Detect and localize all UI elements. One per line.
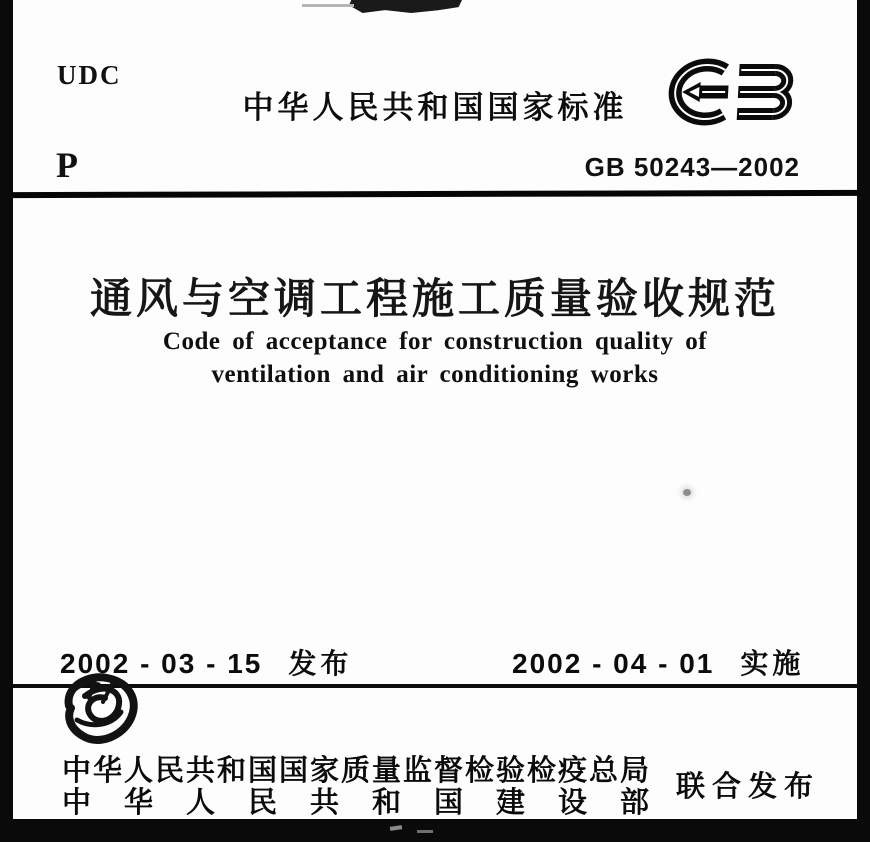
publisher-line1: 中华人民共和国国家质量监督检验检疫总局 xyxy=(62,755,652,787)
udc-label: UDC xyxy=(57,60,122,90)
title-english-line2: ventilation and air conditioning works xyxy=(211,361,659,388)
scan-border-bottom xyxy=(0,819,870,842)
header-divider-rule xyxy=(12,190,860,198)
publisher-line2: 中华人民共和国建设部 xyxy=(62,787,683,819)
gb-logo-icon xyxy=(650,57,802,127)
scan-speck xyxy=(417,830,433,833)
ink-stamp-icon xyxy=(55,668,147,750)
classification-code: P xyxy=(56,145,78,185)
issue-label: 发布 xyxy=(288,648,353,679)
national-standard-header: 中华人民共和国国家标准 xyxy=(242,90,628,125)
implementation-date-group xyxy=(512,642,804,682)
issue-date: 2002 - 03 - 15 xyxy=(60,648,263,679)
scan-smudge-top xyxy=(349,0,462,13)
title-english-line1: Code of acceptance for construction quality of xyxy=(162,328,708,355)
scan-streak-top xyxy=(302,4,354,7)
standard-number: GB 50243—2002 xyxy=(584,152,800,182)
implementation-date: 2002 - 04 - 01 xyxy=(512,648,715,679)
scan-dot-artifact xyxy=(683,489,691,496)
implementation-label: 实施 xyxy=(740,648,805,679)
title-chinese: 通风与空调工程施工质量验收规范 xyxy=(89,277,780,323)
joint-publish-label: 联合发布 xyxy=(676,771,821,803)
